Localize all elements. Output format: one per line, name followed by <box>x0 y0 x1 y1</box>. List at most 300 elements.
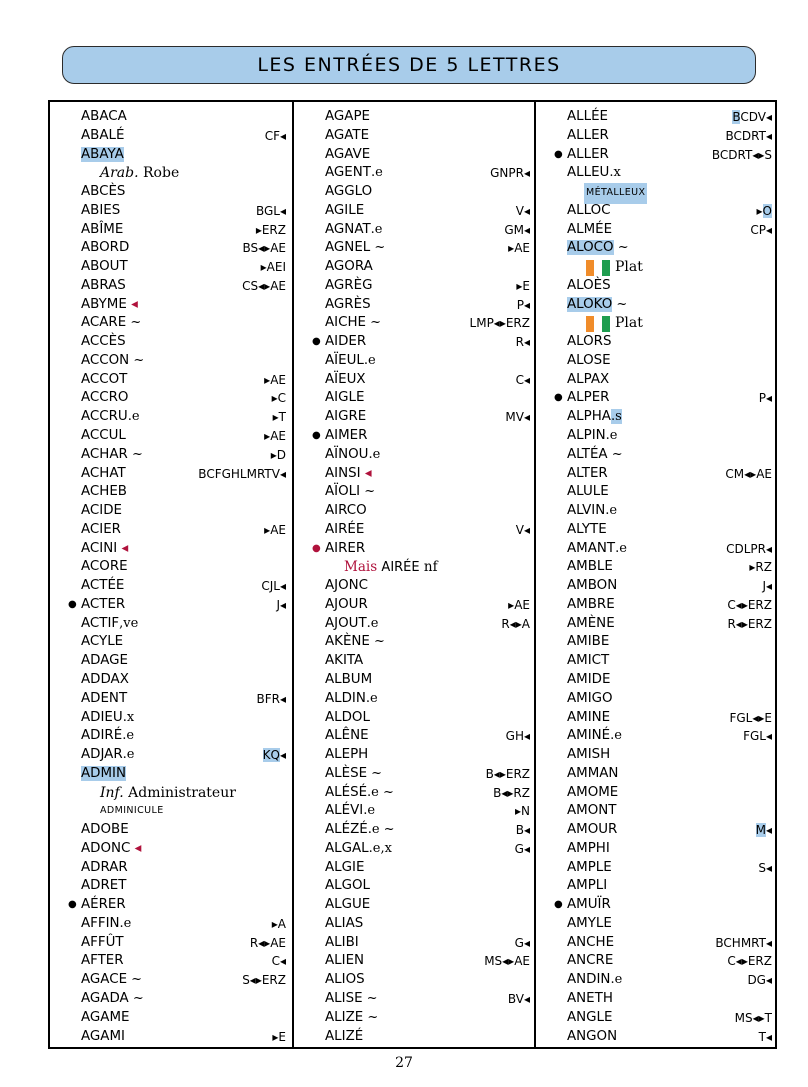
entry-suffix: ~ <box>127 972 143 988</box>
entry-text: ACHAR <box>81 446 128 462</box>
entry-word <box>567 633 609 652</box>
anagram-letters <box>470 314 530 333</box>
word-entry <box>536 127 778 146</box>
letters-text: ▸AE <box>508 241 530 256</box>
entry-text: ACINI <box>81 540 118 556</box>
entry-text: AÉRER <box>81 897 126 913</box>
entry-text: AMBON <box>567 578 618 594</box>
word-entry <box>294 746 536 765</box>
entry-text: ACCUL <box>81 428 126 444</box>
letters-text: R◂ <box>515 335 530 350</box>
anagram-letters <box>257 690 287 709</box>
word-entry <box>294 408 536 427</box>
word-entry <box>536 990 778 1009</box>
word-entry <box>294 446 536 465</box>
letters-text: G◂ <box>514 841 530 856</box>
entry-word <box>325 427 367 446</box>
word-entry <box>50 727 292 746</box>
entry-text: AMPLI <box>567 878 608 894</box>
word-entry <box>294 502 536 521</box>
entry-text: ALIBI <box>325 934 359 950</box>
entry-suffix: .e ~ <box>367 784 394 800</box>
word-entry <box>536 765 778 784</box>
entry-text: ABALÉ <box>81 127 125 143</box>
note-prefix: Mais <box>344 559 382 576</box>
entry-text: AMIGO <box>567 690 613 706</box>
word-entry <box>294 915 536 934</box>
entry-text: AFTER <box>81 953 124 969</box>
entry-text: ADRAR <box>81 859 128 875</box>
entry-word <box>325 952 364 971</box>
word-table <box>48 100 777 1049</box>
entry-word <box>567 952 613 971</box>
word-entry <box>536 934 778 953</box>
word-entry <box>536 427 778 446</box>
entry-word <box>325 183 372 202</box>
word-entry <box>50 577 292 596</box>
word-entry <box>536 333 778 352</box>
word-entry <box>294 821 536 840</box>
entry-text: AGATE <box>325 127 370 143</box>
entry-word <box>81 183 125 202</box>
word-entry <box>50 821 292 840</box>
entry-word <box>325 540 365 559</box>
entry-suffix: .e <box>363 352 376 368</box>
entry-word <box>81 615 138 634</box>
entry-word <box>81 389 128 408</box>
definition-line <box>536 183 778 202</box>
word-entry <box>294 352 536 371</box>
word-entry <box>294 840 536 859</box>
entry-suffix: ~ <box>613 240 629 256</box>
word-entry <box>536 652 778 671</box>
word-entry <box>536 877 778 896</box>
word-entry <box>294 183 536 202</box>
word-entry <box>536 164 778 183</box>
anagram-letters <box>198 465 286 484</box>
entry-word <box>325 577 368 596</box>
entry-word <box>567 990 613 1009</box>
entry-text: ALDIN <box>325 690 366 706</box>
word-entry <box>536 633 778 652</box>
word-entry <box>294 633 536 652</box>
entry-word <box>325 408 366 427</box>
anagram-letters <box>506 727 530 746</box>
entry-text: AMÈNE <box>567 615 615 631</box>
entry-suffix: ~ <box>127 446 143 462</box>
word-entry <box>294 540 536 559</box>
flag-stripe-orange <box>586 316 594 332</box>
entry-suffix: ~ <box>360 484 376 500</box>
entry-word <box>567 690 613 709</box>
letters-text: B◂▸RZ <box>493 785 530 800</box>
entry-word <box>567 352 611 371</box>
entry-word <box>567 877 607 896</box>
entry-word <box>567 577 617 596</box>
entry-suffix: ~ <box>607 446 623 462</box>
entry-word <box>567 727 622 746</box>
entry-word <box>567 596 615 615</box>
entry-text: AGRÈG <box>325 277 373 293</box>
entry-word <box>81 1028 125 1047</box>
entry-text: ALÉZÉ <box>325 822 368 838</box>
entry-text: ADAGE <box>81 653 128 669</box>
entry-suffix: .e <box>366 615 379 631</box>
flag-stripe-green <box>602 316 610 332</box>
entry-word <box>325 127 369 146</box>
letters-text: CS◂▸AE <box>242 278 286 293</box>
letters-text: MV◂ <box>505 410 530 425</box>
entry-word <box>81 990 144 1009</box>
letters-text: FGL◂ <box>743 729 772 744</box>
letters-highlight: B <box>732 110 741 124</box>
letters-extra: O <box>762 203 772 218</box>
word-entry <box>294 483 536 502</box>
flag-stripe-orange <box>586 260 594 276</box>
word-entry <box>536 408 778 427</box>
entry-text: AGNAT <box>325 221 371 237</box>
entry-suffix: ~ <box>366 315 382 331</box>
definition-line <box>50 784 292 803</box>
anagram-letters <box>261 577 286 596</box>
letters-text: BV◂ <box>507 991 530 1006</box>
entry-word <box>567 840 610 859</box>
entry-text: ADMIN <box>81 765 126 781</box>
entry-word <box>325 352 376 371</box>
anagram-letters <box>756 821 772 840</box>
entry-suffix: .e <box>605 503 618 519</box>
entry-word <box>567 765 618 784</box>
anagram-letters <box>727 615 772 634</box>
entry-word <box>81 952 124 971</box>
word-entry <box>294 333 536 352</box>
word-entry <box>50 296 292 315</box>
entry-text: ALEPH <box>325 747 369 763</box>
word-entry <box>294 146 536 165</box>
anagram-letters <box>265 127 286 146</box>
entry-text: ALYTE <box>567 521 607 537</box>
entry-text: ABRAS <box>81 277 126 293</box>
letters-extra: ◂ <box>279 748 286 763</box>
entry-text: ACTÉE <box>81 578 125 594</box>
anagram-letters <box>272 952 286 971</box>
entry-text: ALTER <box>567 465 608 481</box>
letters-text: CM◂▸AE <box>725 466 772 481</box>
entry-word <box>81 371 127 390</box>
entry-text: AKITA <box>325 653 364 669</box>
entry-text: ALGAL <box>325 840 369 856</box>
word-entry <box>536 239 778 258</box>
red-arrow-icon: ◂ <box>130 840 142 856</box>
letters-text: CF◂ <box>264 128 286 143</box>
word-entry <box>50 990 292 1009</box>
letters-text: C◂ <box>515 372 530 387</box>
entry-suffix: .e <box>365 690 378 706</box>
entry-suffix: ~ <box>362 990 378 1006</box>
entry-suffix: .s <box>610 409 622 425</box>
entry-word <box>567 408 622 427</box>
entry-word <box>81 596 125 615</box>
entry-word <box>81 202 120 221</box>
entry-word <box>81 558 128 577</box>
ivory-coast-flag-icon <box>586 260 610 276</box>
anagram-letters <box>516 521 530 540</box>
column-1 <box>50 102 292 1047</box>
word-entry <box>294 934 536 953</box>
word-entry <box>50 971 292 990</box>
entry-text: AMPLE <box>567 859 612 875</box>
entry-text: ADENT <box>81 690 128 706</box>
letters-text: BGL◂ <box>255 203 286 218</box>
entry-word <box>81 108 127 127</box>
anagram-letters <box>276 596 286 615</box>
word-entry <box>50 239 292 258</box>
entry-suffix: .e <box>368 446 381 462</box>
entry-word <box>325 146 370 165</box>
letters-text: ▸C <box>271 391 286 406</box>
entry-word <box>567 540 627 559</box>
entry-word <box>325 596 368 615</box>
entry-word <box>81 671 129 690</box>
entry-text: AGACE <box>81 972 128 988</box>
red-arrow-icon: ◂ <box>126 296 138 312</box>
entry-text: ADONC <box>81 840 131 856</box>
anagram-letters <box>515 802 530 821</box>
anagram-letters <box>757 202 772 221</box>
word-entry <box>536 915 778 934</box>
entry-suffix: .e <box>122 728 135 744</box>
word-entry <box>50 108 292 127</box>
word-entry <box>294 952 536 971</box>
entry-word <box>81 314 141 333</box>
definition-line <box>536 258 778 277</box>
entry-text: ACIER <box>81 521 121 537</box>
entry-text: ACCON <box>81 352 130 368</box>
entry-word <box>81 633 123 652</box>
entry-word <box>325 859 364 878</box>
entry-text: AMOME <box>567 784 619 800</box>
entry-text: AGAVE <box>325 146 371 162</box>
entry-text: AIMER <box>325 428 368 444</box>
entry-text: AMPHI <box>567 840 610 856</box>
word-entry <box>50 202 292 221</box>
entry-text: ALISE <box>325 990 363 1006</box>
entry-suffix: .e <box>122 747 135 763</box>
letters-text: ▸RZ <box>749 560 772 575</box>
anagram-letters <box>256 221 286 240</box>
word-entry <box>536 521 778 540</box>
word-entry <box>536 558 778 577</box>
entry-word <box>81 540 128 559</box>
entry-text: ALOKO <box>567 296 613 312</box>
word-entry <box>50 183 292 202</box>
letters-text: S◂▸ERZ <box>242 973 286 988</box>
entry-word <box>81 221 123 240</box>
entry-word <box>325 802 375 821</box>
entry-word <box>567 333 612 352</box>
entry-suffix: ~ <box>363 1009 379 1025</box>
entry-text: ADIRÉ <box>81 728 123 744</box>
word-entry <box>536 202 778 221</box>
word-entry <box>50 558 292 577</box>
word-entry <box>50 314 292 333</box>
entry-word <box>81 821 129 840</box>
word-entry <box>294 221 536 240</box>
ivory-coast-flag-icon <box>586 316 610 332</box>
entry-text: ALLER <box>567 127 609 143</box>
entry-text: ALPER <box>567 390 610 406</box>
anagram-letters <box>743 727 772 746</box>
page-title: LES ENTRÉES DE 5 LETTRES <box>62 46 756 84</box>
entry-text: AMBRE <box>567 596 615 612</box>
definition-line <box>294 558 536 577</box>
letters-text: B◂▸ERZ <box>485 766 530 781</box>
entry-text: ADRET <box>81 878 127 894</box>
letters-text: ▸T <box>272 410 286 425</box>
entry-word <box>81 859 128 878</box>
entry-suffix: .x <box>609 165 621 181</box>
anagram-letters <box>758 859 772 878</box>
letters-text: FGL◂▸E <box>729 710 772 725</box>
entry-text: ALOSE <box>567 352 611 368</box>
letters-text: BS◂▸AE <box>242 241 286 256</box>
entry-word <box>325 690 378 709</box>
letters-text: ▸ <box>756 203 763 218</box>
word-entry <box>294 990 536 1009</box>
definition-line <box>50 802 292 821</box>
entry-text: AMUÏR <box>567 897 611 913</box>
letters-text: M <box>755 823 766 838</box>
letters-text: B◂ <box>515 823 530 838</box>
word-entry <box>536 671 778 690</box>
anagram-letters <box>490 164 530 183</box>
entry-text: AMMAN <box>567 765 619 781</box>
entry-text: ABORD <box>81 240 130 256</box>
word-entry <box>536 615 778 634</box>
word-entry <box>50 258 292 277</box>
letters-text: ▸AE <box>508 597 530 612</box>
anagram-letters <box>712 146 772 165</box>
entry-word <box>325 1028 363 1047</box>
entry-word <box>325 465 372 484</box>
entry-word <box>81 934 124 953</box>
word-entry <box>294 577 536 596</box>
definition-text: Inf. Administrateur <box>100 784 236 801</box>
entry-suffix: .e <box>127 409 140 425</box>
entry-word <box>81 652 128 671</box>
word-entry <box>294 615 536 634</box>
entry-suffix: .e ~ <box>367 822 395 838</box>
word-entry <box>50 709 292 728</box>
entry-text: ALORS <box>567 334 612 350</box>
entry-word <box>81 746 134 765</box>
entry-word <box>325 446 380 465</box>
letters-text: J◂ <box>762 579 772 594</box>
letters-text: GM◂ <box>504 222 530 237</box>
entry-word <box>567 146 609 165</box>
entry-text: ALLOC <box>567 202 611 218</box>
word-entry <box>294 596 536 615</box>
entry-suffix: .e <box>119 915 132 931</box>
entry-text: AJOUR <box>325 596 368 612</box>
anagram-letters <box>272 389 286 408</box>
bullet-icon: ● <box>312 430 321 442</box>
entry-word <box>325 502 367 521</box>
entry-word <box>567 652 609 671</box>
word-entry <box>294 164 536 183</box>
entry-text: AÏEUX <box>325 371 366 387</box>
word-entry <box>50 896 292 915</box>
word-entry <box>294 1028 536 1047</box>
letters-text: C◂▸ERZ <box>727 954 772 969</box>
entry-word <box>325 709 370 728</box>
entry-word <box>325 784 394 803</box>
entry-word <box>567 859 612 878</box>
entry-word <box>567 784 618 803</box>
entry-text: ALIZE <box>325 1009 364 1025</box>
entry-word <box>325 990 378 1009</box>
anagram-letters <box>271 446 286 465</box>
word-entry <box>536 221 778 240</box>
entry-suffix: .e,x <box>368 840 392 856</box>
anagram-letters <box>725 465 772 484</box>
letters-text: C◂▸ERZ <box>727 597 772 612</box>
word-entry <box>50 408 292 427</box>
entry-suffix: ~ <box>129 352 145 368</box>
entry-text: AINSI <box>325 465 361 481</box>
entry-word <box>81 333 126 352</box>
entry-word <box>567 502 617 521</box>
anagram-letters <box>264 427 286 446</box>
entry-word <box>567 1028 617 1047</box>
word-entry <box>536 709 778 728</box>
entry-text: ACYLE <box>81 634 124 650</box>
word-entry <box>536 108 778 127</box>
letters-text: C◂ <box>271 954 286 969</box>
word-entry <box>294 521 536 540</box>
anagram-letters <box>516 371 530 390</box>
word-entry <box>50 521 292 540</box>
entry-text: AGGLO <box>325 184 373 200</box>
word-entry <box>50 915 292 934</box>
entry-word <box>567 821 617 840</box>
entry-word <box>567 915 612 934</box>
entry-text: AGAMI <box>81 1028 125 1044</box>
entry-text: ALIZÉ <box>325 1028 364 1044</box>
entry-text: ALPIN <box>567 428 606 444</box>
entry-word <box>81 690 127 709</box>
letters-text: ▸A <box>271 916 286 931</box>
entry-text: ALÊNE <box>325 728 369 744</box>
word-entry <box>50 127 292 146</box>
word-entry <box>536 352 778 371</box>
entry-text: ALGUE <box>325 897 371 913</box>
entry-word <box>325 765 382 784</box>
definition-origin: Arab. <box>100 165 139 182</box>
word-entry <box>50 840 292 859</box>
entry-word <box>567 934 614 953</box>
word-entry <box>536 146 778 165</box>
letters-text: ▸N <box>515 804 530 819</box>
word-entry <box>536 859 778 878</box>
word-entry <box>294 765 536 784</box>
entry-text: ACHEB <box>81 484 127 500</box>
entry-text: ALIEN <box>325 953 365 969</box>
entry-word <box>567 896 611 915</box>
entry-word <box>567 164 621 183</box>
letters-text: GNPR◂ <box>490 166 530 181</box>
entry-text: ANGON <box>567 1028 618 1044</box>
